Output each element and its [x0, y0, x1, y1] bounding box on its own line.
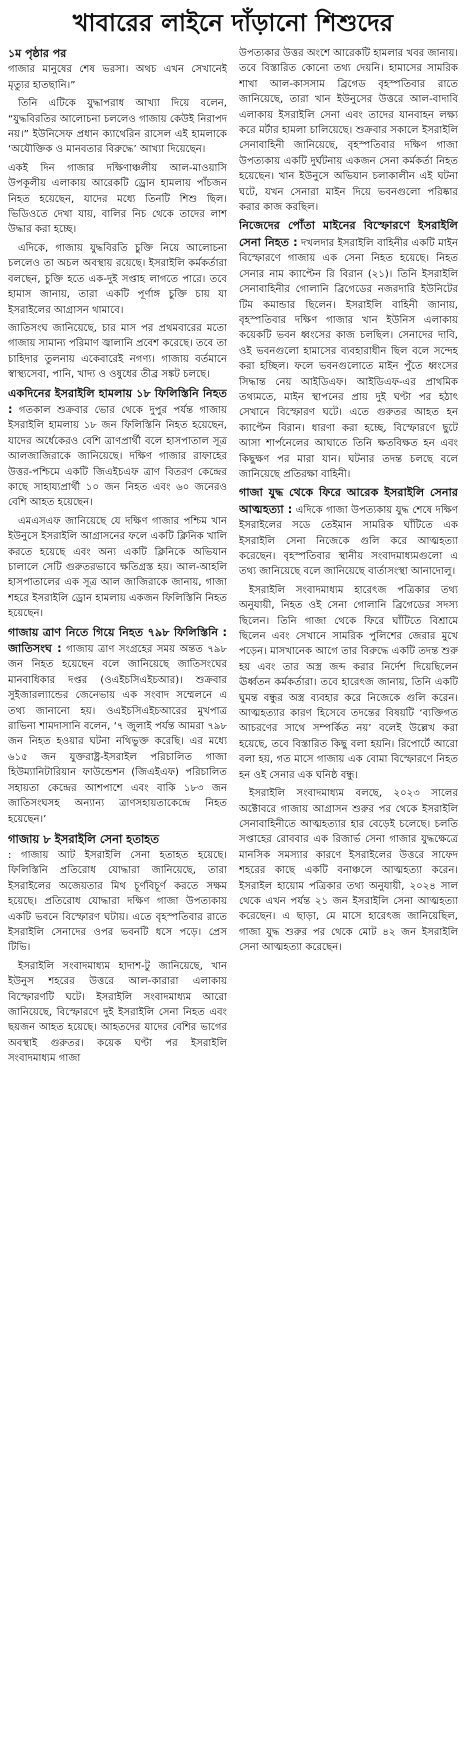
- paragraph: গাজার মানুষের শেষ ভরসা। অথচ এখন সেখানেই মৃত্যুর হাতছানি।”: [8, 64, 227, 91]
- headline: খাবারের লাইনে দাঁড়ানো শিশুদের: [72, 9, 394, 37]
- paragraph-text: এদিকে গাজা উপত্যকায় যুদ্ধ শেষে দক্ষিণ ইসরাইলের সডে তেইমান সামরিক ঘাঁটিতে এক ইসরাইলি সেনা নিজেকে গুলি করে আত্মহত্যা করেছেন। বৃহস্পতিবার স্থানীয় সংবাদমাধ্যমগুলো এ তথ্য জানিয়েছে বলে জানিয়েছে বার্তাসংস্থা আনাদোলু।: [239, 504, 458, 578]
- subheading: গাজায় ত্রাণ নিতে গিয়ে নিহত ৭৯৮ ফিলিস্তিনি : জাতিসংঘ :: [8, 625, 227, 656]
- paragraph: একই দিন গাজার দক্ষিণাঞ্চলীয় আল-মাওয়াসি উপকূলীয় এলাকায় আরেকটি ড্রোন হামলায় পাঁচজন নিহত হয়েছেন, যাদের মধ্যে তিনটি শিশু ছিল। ভিডিওতে দেখা যায়, বালির নিচ থেকে তাদের লাশ উদ্ধার করা হচ্ছে।: [8, 162, 227, 236]
- subheading: নিজেদের পোঁতা মাইনের বিস্ফোরণে ইসরাইলি সেনা নিহত :: [239, 219, 458, 249]
- column-left: [8, 46, 227, 1741]
- paragraph-text: দখলদার ইসরাইলি বাহিনীর একটি মাইন বিস্ফোরণে গাজায় এক সেনা নিহত হয়েছে। নিহত সেনার নাম ক্যাপ্টেন রি বিরান (২১)। তিনি ইসরাইলি সেনাবাহিনীর গোলানি ব্রিগেডের নজরদারি ইউনিটের টিম কমান্ডার ছিলেন। ইসরাইলি বাহিনী জানায়, বৃহস্পতিবার দক্ষিণ গাজার খান ইউনিস এলাকায় কয়েকটি ভবন ধ্বংসের কাজ চলছিল। সেনাদের দাবি, ওই ভবনগুলো হামাসের ব্যবহারাধীন ছিল বলে সন্দেহ করা হচ্ছিল। ফলে ভবনগুলোতে মাইন পুঁতে ধ্বংসের সিদ্ধান্ত নেয় আইডিএফ। আইডিএফ-এর প্রাথমিক তথ্যমতে, মাইন স্থাপনের প্রায় দুই ঘণ্টা পর হঠাৎ সেখানে বিস্ফোরণ ঘটে। এতে গুরুতর আহত হন ক্যাপ্টেন বিরান। ধারণা করা হচ্ছে, বিস্ফোরণে ছুটে আসা শার্পনেলের আঘাতে তিনি ক্ষতবিক্ষত হন এবং কিছুক্ষণ পর মারা যান। ঘটনার তদন্ত চলছে বলে জানিয়েছে প্রতিরক্ষা বাহিনী।: [239, 237, 458, 480]
- paragraph: তিনি এটিকে যুদ্ধাপরাধ আখ্যা দিয়ে বলেন, “যুদ্ধবিরতির আলোচনা চললেও গাজায় কেউই নিরাপদ নয়।” ইউনিসেফ প্রধান ক্যাথেরিন রাসেল এই হামলাকে ‘অযৌক্তিক ও মানবতার বিরুদ্ধে’ আখ্যা দিয়েছেন।: [8, 98, 227, 156]
- paragraph: ইসরাইলি সংবাদমাধ্যম হাদাশ-টু জানিয়েছে, খান ইউনুস শহরের উত্তরে আল-কারারা এলাকায় বিস্ফোরণটি ঘটে। ইসরাইলি সংবাদমাধ্যম আরো জানিয়েছে, বিস্ফোরণে দুই ইসরাইলি সেনা নিহত এবং ছয়জন আহত হয়েছে। আহতদের যাদের বেশির ভাগের অবস্থাই গুরুতর। কয়েক ঘণ্টা পর ইসরাইলি সংবাদমাধ্যম গাজা: [8, 960, 227, 1065]
- article-columns: [8, 46, 458, 1741]
- subheading: গাজা যুদ্ধ থেকে ফিরে আরেক ইসরাইলি সেনার আত্মহত্যা :: [239, 486, 458, 516]
- paragraph: উপত্যকার উত্তর অংশে আরেকটি হামলার খবর জানায়। তবে বিস্তারিত কোনো তথ্য দেয়নি। হামাসের সামরিক শাখা আল-কাসসাম ব্রিগেড বৃহস্পতিবার রাতে জানিয়েছে, তারা খান ইউনুসের উত্তরে আল-বাদাবি এলাকায় ইসরাইলি সেনা এবং তাদের যানবাহন লক্ষ্য করে মর্টার হামলা চালিয়েছে। শুক্রবার সকালে ইসরাইলি সেনাবাহিনী জানিয়েছে, বৃহস্পতিবার দক্ষিণ গাজা উপত্যকায় একটি দুর্ঘটনায় একজন সেনা কর্মকর্তা নিহত হয়েছেন। খান ইউনুসে অভিযান চলাকালীন এই ঘটনা ঘটে, যখন সেনারা মাইন দিয়ে ভবনগুলো পরিষ্কার করার কাজ করছিল।: [239, 48, 458, 214]
- paragraph: [8, 386, 227, 511]
- paragraph: : গাজায় আট ইসরাইলি সেনা হতাহত হয়েছে। ফিলিস্তিনি প্রতিরোধ যোদ্ধারা জানিয়েছে, তারা ইসরাইলের অজেয়তার মিথ চূর্ণবিচূর্ণ করতে সক্ষম হয়েছে। প্রতিরোধ যোদ্ধারা দক্ষিণ গাজা উপত্যকায় একটি ভবনে বিস্ফোরণ ঘটায়। এতে বৃহস্পতিবার রাতে ইসরাইলি সেনাদের ওপর ভবনটি ধসে পড়ে। প্রেস টিভি।: [8, 849, 227, 954]
- paragraph: এদিকে, গাজায় যুদ্ধবিরতি চুক্তি নিয়ে আলোচনা চললেও তা অচল অবস্থায় রয়েছে। ইসরাইলি কর্মকর্তারা বলছেন, চুক্তি হতে এক-দুই সপ্তাহ লাগতে পারে। তবে হামাস জানায়, তারা একটি পূর্ণাঙ্গ চুক্তি চায় যা ইসরাইলের আগ্রাসন থামাবে।: [8, 242, 227, 316]
- column-right: [239, 46, 458, 1741]
- paragraph: [8, 625, 227, 827]
- paragraph-text: গাজায় ত্রাণ সংগ্রহের সময় অন্তত ৭৯৮ জন নিহত হয়েছেন বলে জানিয়েছে জাতিসংঘের মানবাধিকার দপ্তর (ওএইচসিএইচআর)। শুক্রবার সুইজারল্যান্ডের জেনেভায় এক সংবাদ সম্মেলনে এ তথ্য জানানো হয়। ওএইচসিএইচআরের মুখপাত্র রাভিনা শামদাসানি বলেন, ‘৭ জুলাই পর্যন্ত আমরা ৭৯৮ জন নিহত হওয়ার ঘটনা নথিভুক্ত করেছি। এর মধ্যে ৬১৫ জন যুক্তরাষ্ট্র-ইসরাইল পরিচালিত গাজা হিউম্যানিটারিয়ান ফাউন্ডেশন (জিএইএফ) পরিচালিত সহায়তা কেন্দ্রের আশপাশে এবং বাকি ১৮৩ জন জাতিসংঘসহ অন্যান্য ত্রাণসহায়তাকেন্দ্রে নিহত হয়েছেন।’: [8, 644, 227, 825]
- paragraph: জাতিসংঘ জানিয়েছে, চার মাস পর প্রথমবারের মতো গাজায় সামান্য পরিমাণ জ্বালানি প্রবেশ করেছে। তবে তা চাহিদার তুলনায় একেবারেই নগণ্য। গাজায় বর্তমানে স্বাস্থ্যসেবা, পানি, খাদ্য ও ওষুধের তীব্র সঙ্কট চলছে।: [8, 322, 227, 381]
- paragraph: [239, 218, 458, 482]
- paragraph: এমএসএফ জানিয়েছে যে দক্ষিণ গাজার পশ্চিম খান ইউনুসে ইসরাইলি আগ্রাসনের ফলে একটি ক্লিনিক খালি করতে হয়েছে এবং অন্য একটি ক্লিনিকে অভিযান চালালে সেটি গুরুতরভাবে ক্ষতিগ্রস্ত হয়। আল-আহলি হাসপাতালের এক সূত্র আল জাজিরাকে জানায়, গাজা শহরে ইসরাইলি ড্রোন হামলায় একজন ফিলিস্তিনি নিহত হয়েছেন।: [8, 515, 227, 620]
- paragraph-text: গতকাল শুক্রবার ভোর থেকে দুপুর পর্যন্ত গাজায় ইসরাইলি হামলায় ১৮ জন ফিলিস্তিনি নিহত হয়েছেন, যাদের অর্ধেকেরও বেশি ত্রাণপ্রার্থী বলে হাসপাতাল সূত্র আলজাজিরাকে জানিয়েছে। দক্ষিণ গাজার রাফাহের উত্তর-পশ্চিমে একটি জিএইচএফ ত্রাণ বিতরণ কেন্দ্রের কাছে সাহায্যপ্রার্থী ১০ জন নিহত এবং ৬০ জনেরও বেশি আহত হয়েছেন।: [8, 404, 227, 509]
- paragraph: [239, 485, 458, 579]
- continued-from-label: ১ম পৃষ্ঠার পর: [8, 47, 67, 60]
- paragraph: ইসরাইলি সংবাদমাধ্যম হারেৎজ পত্রিকার তথ্য অনুযায়ী, নিহত ওই সেনা গোলানি ব্রিগেডের সদস্য ছিলেন। তিনি গাজা থেকে ফিরে ঘাঁটিতে বিশ্রামে ছিলেন এবং সেখানে সামরিক পুলিশের জেরার মুখে পড়েন। মাসখানেক আগে তার বিরুদ্ধে একটি তদন্ত শুরু হয় এবং তার অস্ত্র জব্দ করার নির্দেশ দিয়েছিলেন ঊর্ধ্বতন কর্মকর্তারা। তবে হারেৎজ জানায়, তিনি একটি ঘুমন্ত বন্ধুর অস্ত্র ব্যবহার করে নিজেকে গুলি করেন। আত্মহত্যার কারণ হিসেবে তদন্তের বিষয়টি ‘ব্যক্তিগত আচরণের সাথে সম্পর্কিত নয়’ বলেই উল্লেখ করা হয়েছে, তবে বিস্তারিত কিছু বলা হয়নি। রিপোর্টে আরো বলা হয়, গত মাসে গাজায় এক বোমা বিস্ফোরণে নিহত হন ওই সেনার এক ঘনিষ্ঠ বন্ধু।: [239, 584, 458, 781]
- paragraph: ইসরাইলি সংবাদমাধ্যম বলছে, ২০২৩ সালের অক্টোবরে গাজায় আগ্রাসন শুরুর পর থেকে ইসরাইলি সেনাবাহিনীতে আত্মহত্যার হার বেড়েই চলেছে। চলতি সপ্তাহের রোববার এক রিজার্ভ সেনা গাজার যুদ্ধক্ষেত্রে মানসিক সমস্যার কারণে ইসরাইলের উত্তরে সাফেদ শহরের কাছে একটি বনাঞ্চলে আত্মহত্যা করেন। ইসরাইল হায়োম পত্রিকার তথ্য অনুযায়ী, ২০২৪ সাল থেকে এখন পর্যন্ত ২১ জন ইসরাইলি সেনা আত্মহত্যা করেছেন। এ ছাড়া, মে মাসে হারেৎজ জানিয়েছিল, গাজা যুদ্ধ শুরুর পর থেকে মোট ৪২ জন ইসরাইলি সেনা আত্মহত্যা করেছেন।: [239, 788, 458, 954]
- subheading: একদিনের ইসরাইলি হামলায় ১৮ ফিলিস্তিনি নিহত :: [8, 386, 227, 416]
- subheading: গাজায় ৮ ইসরাইলি সেনা হতাহত: [8, 831, 159, 846]
